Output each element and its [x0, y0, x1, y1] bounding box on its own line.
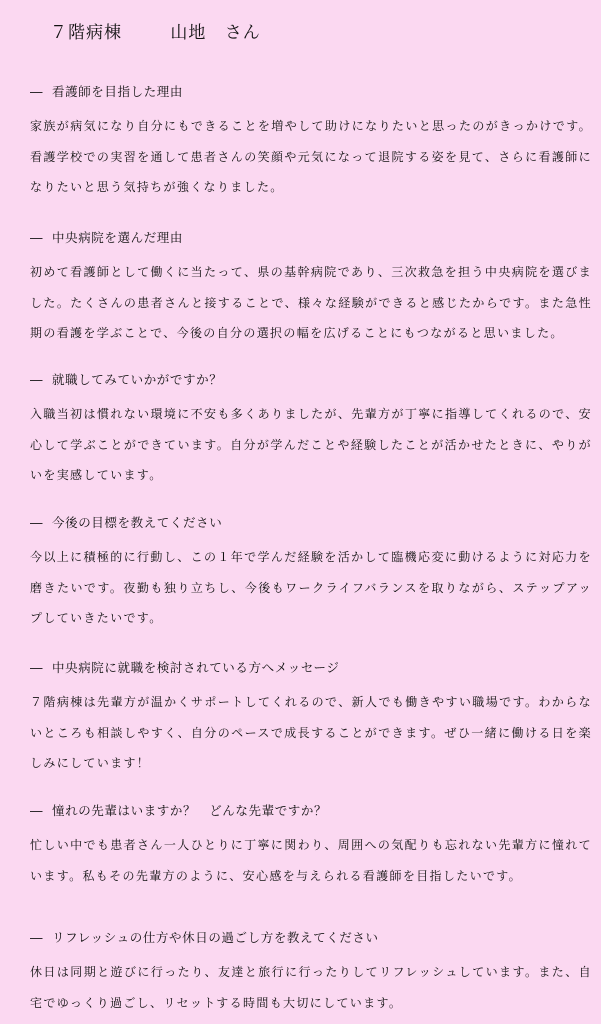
answer-text: 今以上に積極的に行動し、この１年で学んだ経験を活かして臨機応変に動けるように対応力を磨きたいです。夜勤も独り立ちし、今後もワークライフバランスを取りながら、ステップアップしていきたいです。	[30, 550, 592, 625]
qa-section-message	[30, 659, 592, 779]
question-heading	[30, 929, 592, 947]
dash-marker: ―	[30, 372, 44, 387]
question-text: 看護師を目指した理由	[52, 84, 184, 99]
question-heading	[30, 659, 592, 677]
answer-text: 家族が病気になり自分にもできることを増やして助けになりたいと思ったのがきっかけです。看護学校での実習を通して患者さんの笑顔や元気になって退院する姿を見て、さらに看護師になりたいと思う気持ちが強くなりました。	[30, 119, 592, 194]
question-heading	[30, 229, 592, 247]
question-text: 中央病院を選んだ理由	[52, 230, 184, 245]
question-text: リフレッシュの仕方や休日の過ごし方を教えてください	[52, 930, 379, 945]
question-heading	[30, 371, 592, 389]
qa-section-impression	[30, 371, 592, 491]
answer-text: 入職当初は慣れない環境に不安も多くありましたが、先輩方が丁寧に指導してくれるので、安心して学ぶことができています。自分が学んだことや経験したことが活かせたときに、やりがいを実感しています。	[30, 407, 592, 482]
answer-text: ７階病棟は先輩方が温かくサポートしてくれるので、新人でも働きやすい職場です。わからないところも相談しやすく、自分のペースで成長することができます。ぜひ一緒に働ける日を楽しみにしています！	[30, 695, 592, 770]
question-text: 中央病院に就職を検討されている方へメッセージ	[52, 660, 340, 675]
honorific: さん	[224, 23, 261, 43]
dash-marker: ―	[30, 84, 44, 99]
question-heading	[30, 83, 592, 101]
qa-section-reason-nursing	[30, 83, 592, 203]
dash-marker: ―	[30, 930, 44, 945]
qa-section-refresh	[30, 929, 592, 1018]
question-heading	[30, 802, 592, 820]
qa-section-reason-hospital	[30, 229, 592, 349]
page-header	[50, 18, 261, 43]
ward-name: ７階病棟	[50, 23, 122, 43]
answer-text: 忙しい中でも患者さん一人ひとりに丁寧に関わり、周囲への気配りも忘れない先輩方に憧れています。私もその先輩方のように、安心感を与えられる看護師を目指したいです。	[30, 838, 592, 883]
dash-marker: ―	[30, 230, 44, 245]
question-text: 憧れの先輩はいますか？ どんな先輩ですか？	[52, 803, 328, 818]
question-text: 就職してみていかがですか？	[52, 372, 223, 387]
dash-marker: ―	[30, 660, 44, 675]
dash-marker: ―	[30, 803, 44, 818]
answer-text: 休日は同期と遊びに行ったり、友達と旅行に行ったりしてリフレッシュしています。また、自宅でゆっくり過ごし、リセットする時間も大切にしています。	[30, 965, 592, 1010]
person-name: 山地	[170, 23, 207, 43]
question-text: 今後の目標を教えてください	[52, 515, 223, 530]
dash-marker: ―	[30, 515, 44, 530]
question-heading	[30, 514, 592, 532]
answer-text: 初めて看護師として働くに当たって、県の基幹病院であり、三次救急を担う中央病院を選びました。たくさんの患者さんと接することで、様々な経験ができると感じたからです。また急性期の看護を学ぶことで、今後の自分の選択の幅を広げることにもつながると思いました。	[30, 265, 592, 340]
qa-section-senior	[30, 802, 592, 891]
qa-section-goals	[30, 514, 592, 634]
